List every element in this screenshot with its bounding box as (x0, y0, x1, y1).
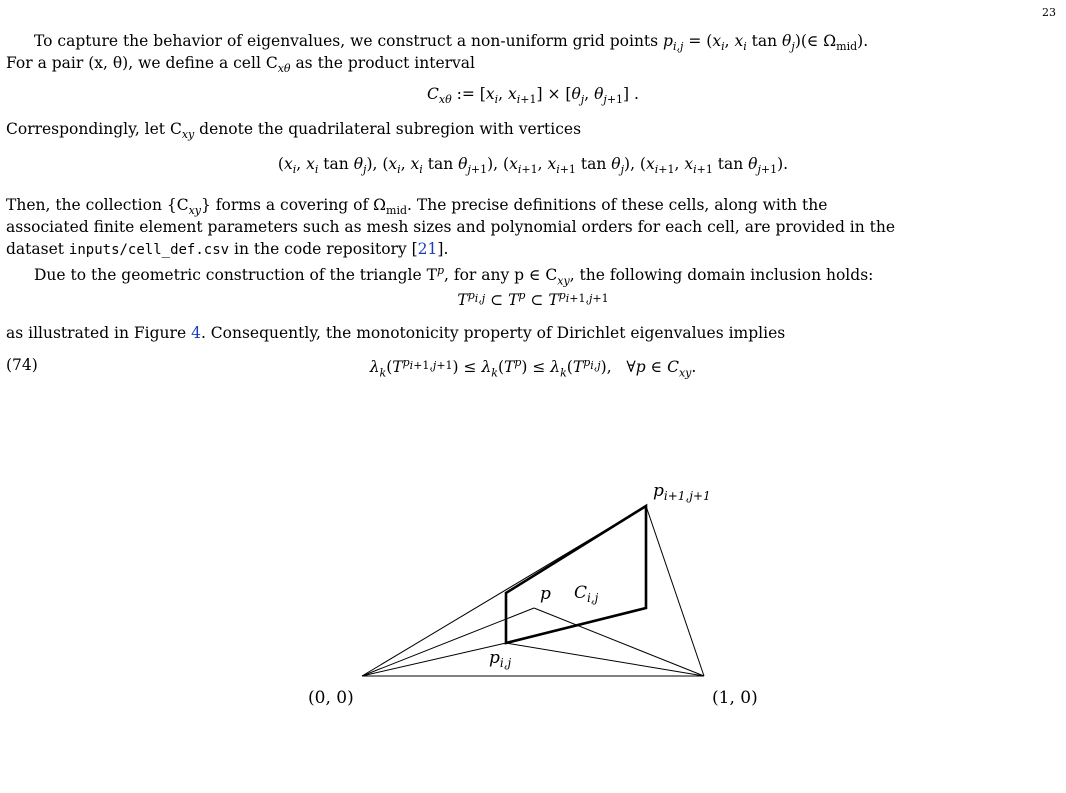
equation-eigenvalue-bound: $\lambda_k(T^{p_{i+1,j+1}}) \le \lambda_k(T^p) \le \lambda_k(T^{p_{i,j}})$, ∀p ∈ $C_{xy}$. (369, 356, 697, 380)
cell-quadrilateral (506, 506, 646, 643)
label-one-zero: (1, 0) (712, 688, 758, 708)
label-pij: $p_{i,j}$ (489, 648, 512, 670)
label-origin: (0, 0) (308, 688, 354, 708)
citation-link[interactable]: 21 (417, 240, 438, 258)
equation-cell-definition: $C_{x\theta}$ := [$x_i$, $x_{i+1}] \times [\theta_j$, $\theta_{j+1}$] . (427, 85, 639, 107)
dataset-path: inputs/cell_def.csv (68, 242, 230, 258)
paragraph-1-line-1: To capture the behavior of eigenvalues, we construct a non-uniform grid points $p_{i,j} = (x_i$, $x_i$ $\tan \theta_j)(\in$ $\Omega_{mid}$). (34, 32, 869, 54)
equation-domain-inclusion: $T^{p_{i,j}}$ ⊂ $T^p$ ⊂ $T^{p_{i+1,j+1}}$ (457, 289, 609, 310)
paragraph-2-line-2: associated finite element parameters such as mesh sizes and polynomial orders for each cell, are provided in the (6, 218, 896, 236)
label-ptop: $p_{i+1,j+1}$ (653, 481, 711, 503)
paragraph-1-line-2: For a pair (x, θ), we define a cell $C_{x\theta}$ as the product interval (6, 54, 475, 76)
p-right-edge (534, 608, 704, 676)
equation-vertices: ($x_i$, $x_i$ $\tan \theta_j$), ($x_i$, $x_i$ $\tan \theta_{j+1}$), ($x_{i+1}$, $x_{i+1}$ $\tan \theta_j$), ($x_{i+1}$, $x_{i+1}$ $\tan \theta_{j+1}$). (277, 155, 789, 177)
figure-reference-link[interactable]: 4 (191, 324, 201, 342)
pij-right-edge (506, 643, 704, 676)
paragraph-4-line-1: as illustrated in Figure 4. Consequently, the monotonicity property of Dirichlet eigenvalues implies (6, 324, 786, 342)
paragraph-2-line-1: Then, the collection $\{C_{xy}\}$ forms a covering of $\Omega_{mid}$. The precise definitions of these cells, along with the (6, 196, 828, 218)
outer-right-edge (646, 506, 704, 676)
page-number: 23 (1042, 6, 1056, 19)
label-cell: $C_{i,j}$ (574, 583, 599, 605)
paragraph-3-line-1: Due to the geometric construction of the triangle $T^p$, for any p ∈ $C_{xy}$, the following domain inclusion holds: (34, 264, 874, 288)
equation-number: (74) (6, 356, 38, 374)
label-p: p (540, 584, 551, 604)
paragraph-2-line-3: dataset inputs/cell_def.csv in the code repository [21]. (6, 240, 449, 258)
correspondingly-line: Correspondingly, let $C_{xy}$ denote the quadrilateral subregion with vertices (6, 120, 582, 142)
